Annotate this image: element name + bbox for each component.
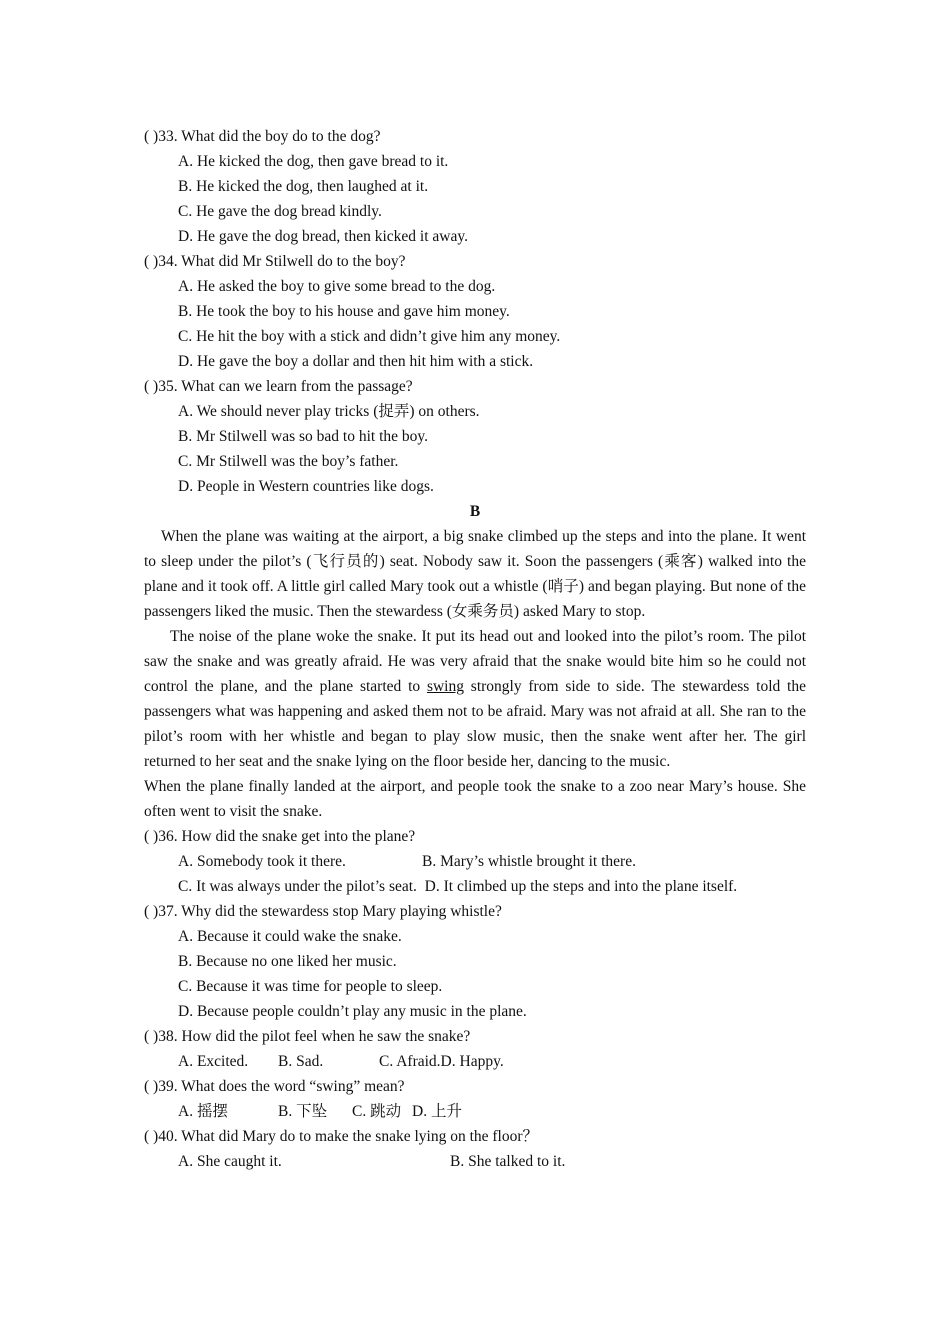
answer-option: B. Mr Stilwell was so bad to hit the boy. [178, 428, 428, 445]
passage-paragraph: When the plane finally landed at the airport, and people took the snake to a zoo near Mary’s house. She often went to visit the snake. [144, 778, 806, 820]
answer-option: C. Because it was time for people to sleep. [178, 978, 443, 995]
answer-option: B. He took the boy to his house and gave him money. [178, 303, 510, 320]
question-stem: ( )39. What does the word “swing” mean? [144, 1078, 405, 1095]
answer-option: C. He hit the boy with a stick and didn’t give him any money. [178, 328, 561, 345]
passage-paragraph: When the plane was waiting at the airport, a big snake climbed up the steps and into the plane. It went to sleep under the pilot’s (飞行员的) seat. Nobody saw it. Soon the passengers (乘客) walked into the plane and it took off. A little girl called Mary took out a whistle (哨子) and began playing. But none of the passengers liked the music. Then the stewardess (女乘务员) asked Mary to stop. [144, 528, 806, 620]
section-heading: B [469, 503, 481, 520]
answer-option-row [144, 849, 806, 874]
passage-paragraph [144, 624, 806, 774]
answer-option: A. We should never play tricks (捉弄) on others. [178, 403, 480, 420]
answer-option-row [144, 874, 806, 899]
answer-option: A. Excited. [178, 1053, 249, 1070]
answer-option: D. He gave the dog bread, then kicked it away. [178, 228, 468, 245]
question-stem: ( )33. What did the boy do to the dog? [144, 128, 381, 145]
answer-option: D. 上升 [412, 1103, 462, 1120]
answer-option: D. It climbed up the steps and into the plane itself. [424, 878, 738, 895]
question-stem: ( )37. Why did the stewardess stop Mary playing whistle? [144, 903, 502, 920]
answer-option: A. Because it could wake the snake. [178, 928, 402, 945]
passage-text: The noise of the plane woke the snake. It put its head out and looked into the pilot’s room. The pilot saw the snake and was greatly afraid. He was very afraid that the snake would bite him so he could not control the plane, and the plane started to [144, 628, 806, 695]
answer-option: C. It was always under the pilot’s seat. [178, 878, 417, 895]
answer-option: D. He gave the boy a dollar and then hit him with a stick. [178, 353, 534, 370]
underlined-word: swing [426, 678, 464, 695]
answer-option: C. He gave the dog bread kindly. [178, 203, 382, 220]
answer-option: B. Because no one liked her music. [178, 953, 397, 970]
answer-option: C. 跳动 [352, 1103, 402, 1120]
answer-option: D. Because people couldn’t play any music in the plane. [178, 1003, 527, 1020]
answer-option: B. Sad. [278, 1053, 324, 1070]
answer-option: C. Mr Stilwell was the boy’s father. [178, 453, 399, 470]
answer-option: A. 摇摆 [178, 1103, 228, 1120]
answer-option: D. People in Western countries like dogs. [178, 478, 434, 495]
answer-option: C. Afraid.D. Happy. [379, 1053, 504, 1070]
answer-option: A. She caught it. [178, 1153, 282, 1170]
answer-option: B. He kicked the dog, then laughed at it. [178, 178, 429, 195]
answer-option: B. Mary’s whistle brought it there. [422, 853, 636, 870]
answer-option: B. She talked to it. [450, 1153, 566, 1170]
question-stem: ( )35. What can we learn from the passage? [144, 378, 413, 395]
question-stem: ( )34. What did Mr Stilwell do to the boy? [144, 253, 406, 270]
answer-option-row [144, 1099, 806, 1124]
answer-option: A. He asked the boy to give some bread to the dog. [178, 278, 496, 295]
answer-option: B. 下坠 [278, 1103, 328, 1120]
question-stem: ( )36. How did the snake get into the plane? [144, 828, 416, 845]
answer-option: A. Somebody took it there. [178, 853, 346, 870]
question-stem: ( )40. What did Mary do to make the snake lying on the floor？ [144, 1128, 539, 1145]
answer-option: A. He kicked the dog, then gave bread to it. [178, 153, 449, 170]
passage-text: strongly from side to side. The stewardess told the passengers what was happening and asked them not to be afraid. Mary was not afraid at all. She ran to the pilot’s room with her whistle and began to play slow music, then the snake went after her. The girl returned to her seat and the snake lying on the floor beside her, dancing to the music. [144, 678, 806, 770]
answer-option-row [144, 1049, 806, 1074]
answer-option-row [144, 1149, 806, 1174]
question-stem: ( )38. How did the pilot feel when he saw the snake? [144, 1028, 471, 1045]
exam-content [144, 124, 806, 1174]
